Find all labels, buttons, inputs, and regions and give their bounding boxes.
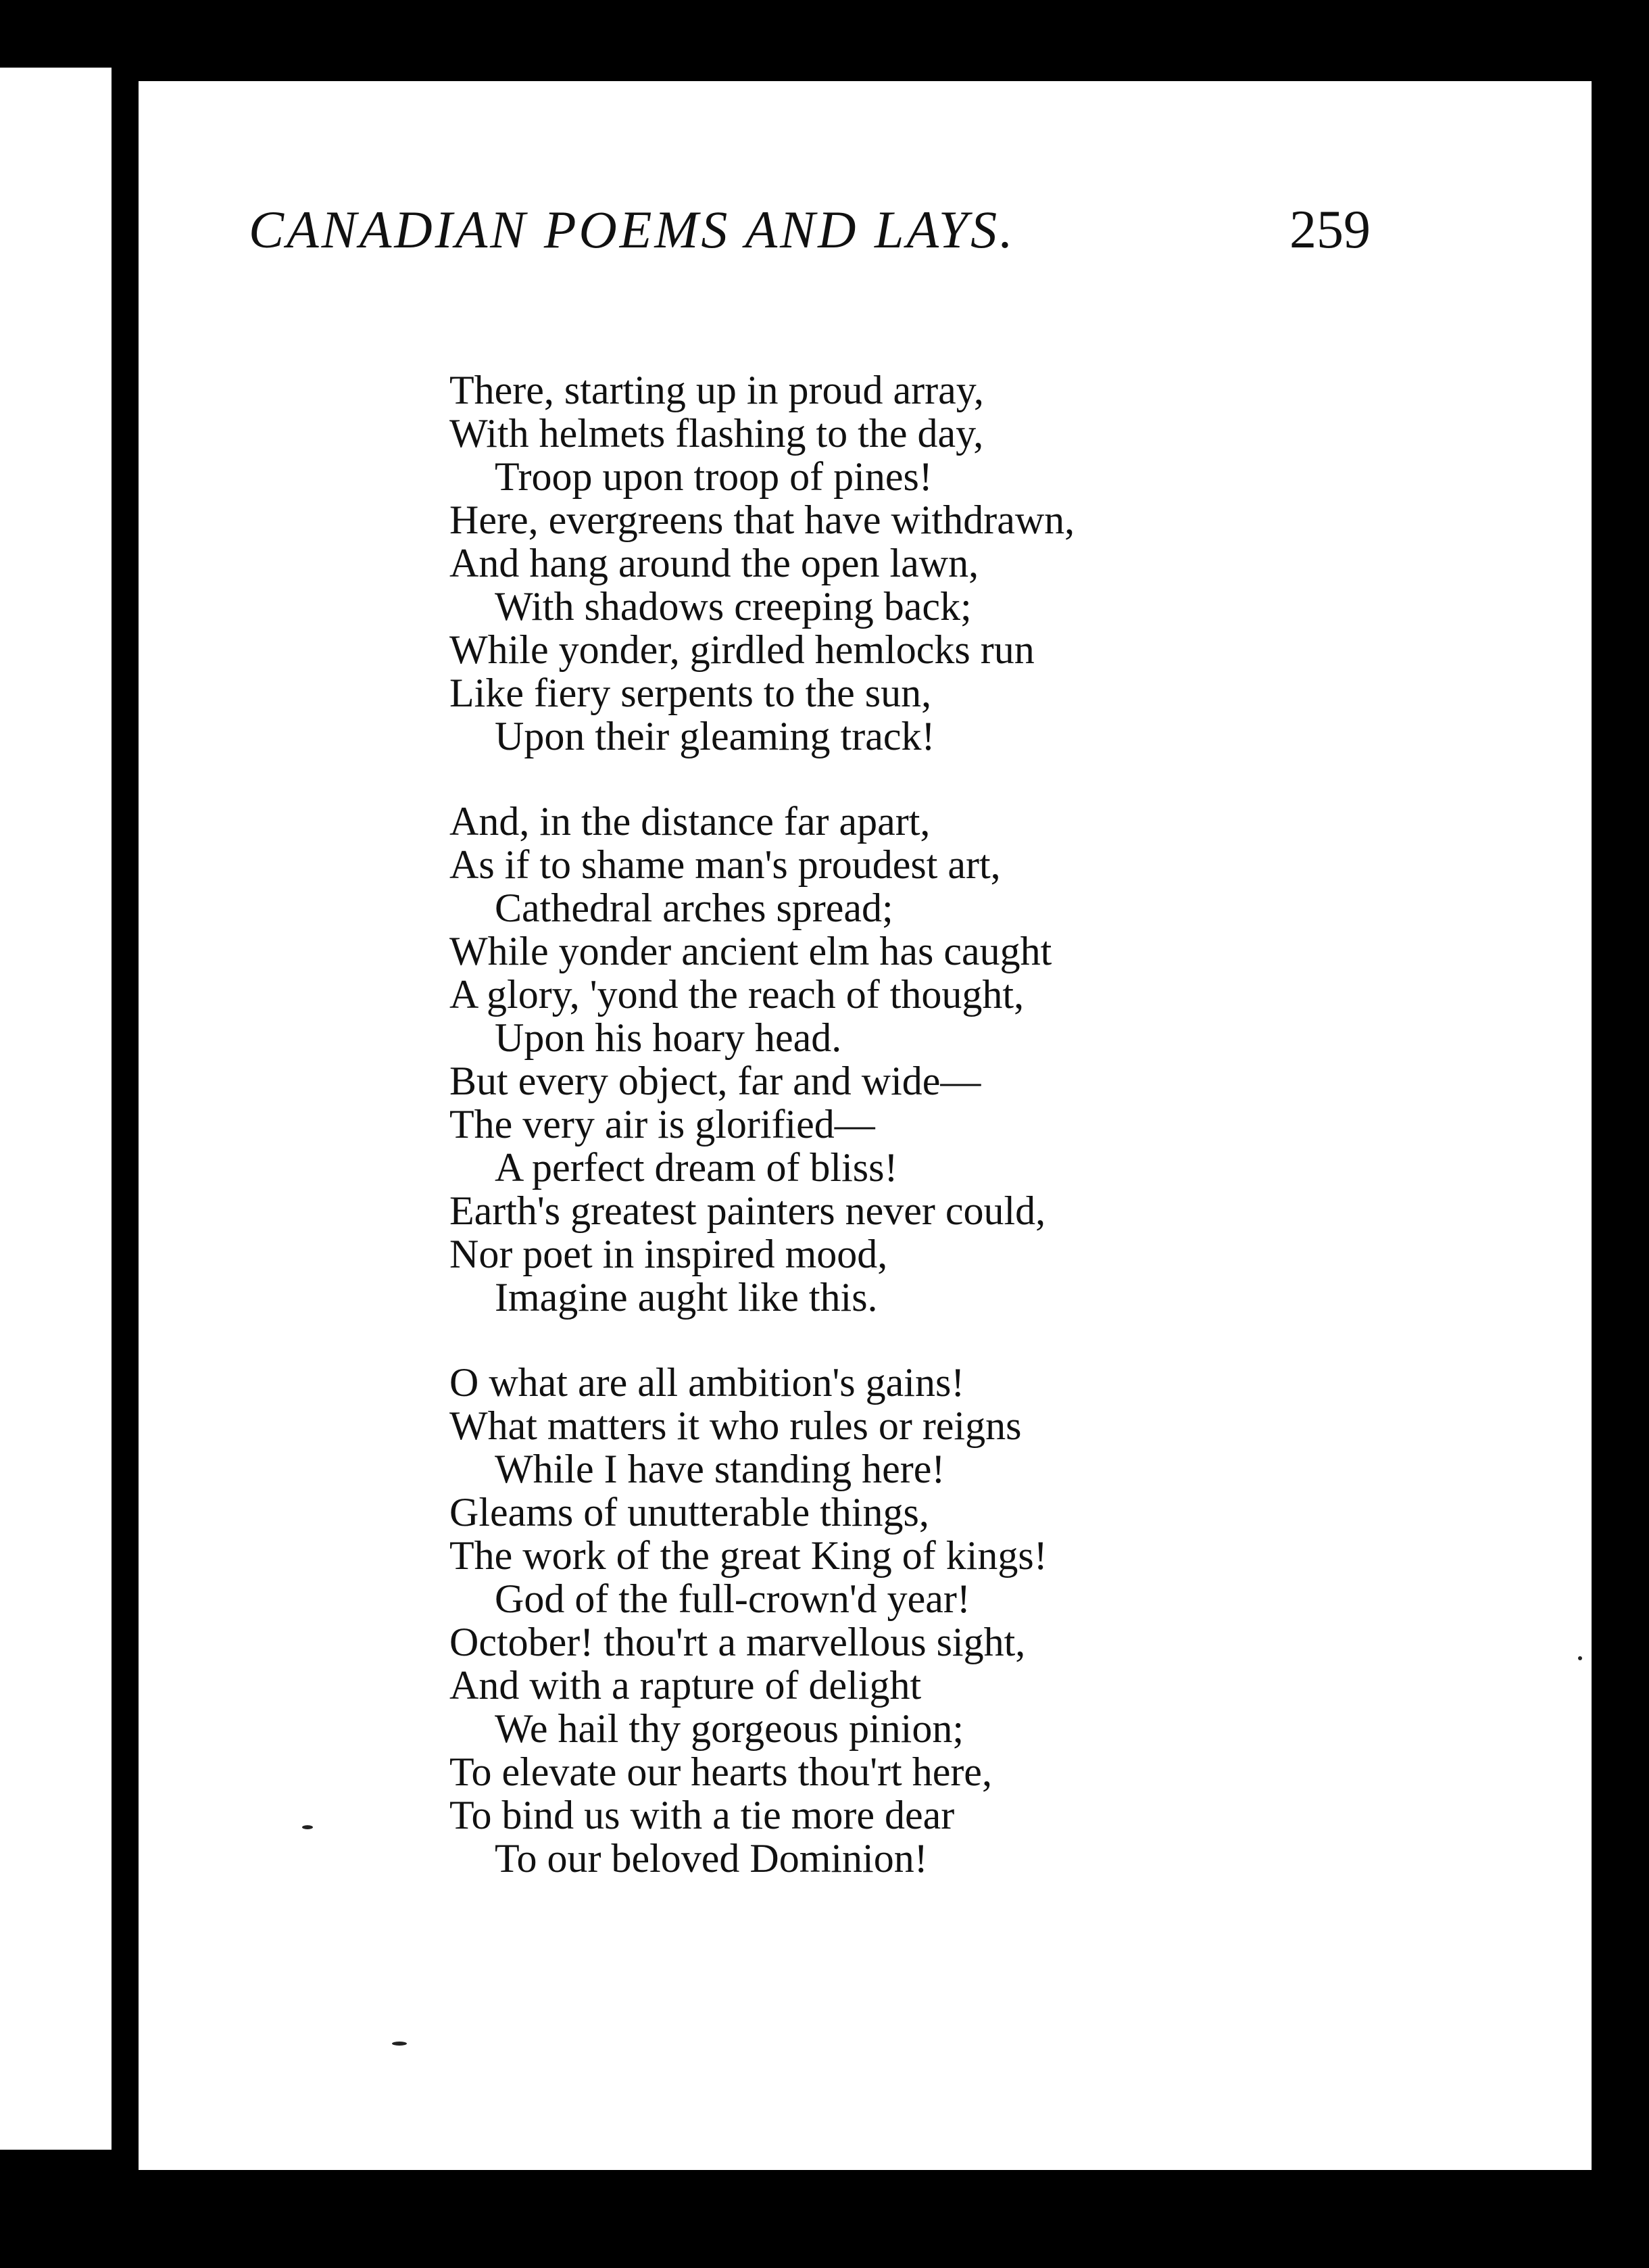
- poem-line: Upon his hoary head.: [495, 1015, 842, 1060]
- poem-line: And hang around the open lawn,: [449, 541, 979, 585]
- poem-line: While I have standing here!: [495, 1447, 945, 1491]
- print-speck: [392, 2042, 407, 2046]
- poem-line: Troop upon troop of pines!: [495, 454, 933, 499]
- page-number: 259: [1289, 200, 1371, 260]
- page-header: [249, 183, 1371, 277]
- poem-line: While yonder ancient elm has caught: [449, 929, 1052, 973]
- poem-line: To our beloved Dominion!: [495, 1836, 928, 1881]
- poem-line: Imagine aught like this.: [495, 1275, 878, 1320]
- poem-line: Cathedral arches spread;: [495, 886, 893, 930]
- poem-line: God of the full-crown'd year!: [495, 1576, 970, 1621]
- poem-line: And with a rapture of delight: [449, 1663, 922, 1708]
- running-title: CANADIAN POEMS AND LAYS.: [249, 200, 1016, 259]
- poem-line: To elevate our hearts thou'rt here,: [449, 1750, 992, 1794]
- poem-line: While yonder, girdled hemlocks run: [449, 627, 1035, 672]
- stanza: [449, 800, 1463, 1319]
- poem-line: The work of the great King of kings!: [449, 1533, 1048, 1578]
- facing-page-edge: [0, 68, 112, 2150]
- poem-line: Here, evergreens that have withdrawn,: [449, 498, 1075, 542]
- poem-line: Nor poet in inspired mood,: [449, 1232, 888, 1276]
- poem-line: October! thou'rt a marvellous sight,: [449, 1620, 1026, 1664]
- print-speck: [1578, 1656, 1582, 1660]
- poem-line: What matters it who rules or reigns: [449, 1403, 1022, 1448]
- poem-line: But every object, far and wide—: [449, 1059, 981, 1103]
- poem-line: With shadows creeping back;: [495, 584, 972, 629]
- poem-line: The very air is glorified—: [449, 1102, 875, 1147]
- stanza: [449, 1361, 1463, 1880]
- poem-line: We hail thy gorgeous pinion;: [495, 1706, 964, 1751]
- poem-line: Earth's greatest painters never could,: [449, 1188, 1046, 1233]
- poem-body: [449, 368, 1463, 1923]
- poem-line: As if to shame man's proudest art,: [449, 842, 1001, 887]
- poem-line: There, starting up in proud array,: [449, 368, 984, 412]
- poem-line: Upon their gleaming track!: [495, 714, 935, 758]
- poem-line: A perfect dream of bliss!: [495, 1145, 898, 1190]
- poem-line: Like fiery serpents to the sun,: [449, 671, 932, 715]
- print-speck: [302, 1825, 313, 1829]
- poem-line: And, in the distance far apart,: [449, 799, 931, 844]
- poem-line: To bind us with a tie more dear: [449, 1793, 955, 1837]
- poem-line: With helmets flashing to the day,: [449, 411, 984, 456]
- poem-line: O what are all ambition's gains!: [449, 1360, 965, 1405]
- stanza: [449, 368, 1463, 758]
- poem-line: Gleams of unutterable things,: [449, 1490, 929, 1535]
- poem-line: A glory, 'yond the reach of thought,: [449, 972, 1025, 1017]
